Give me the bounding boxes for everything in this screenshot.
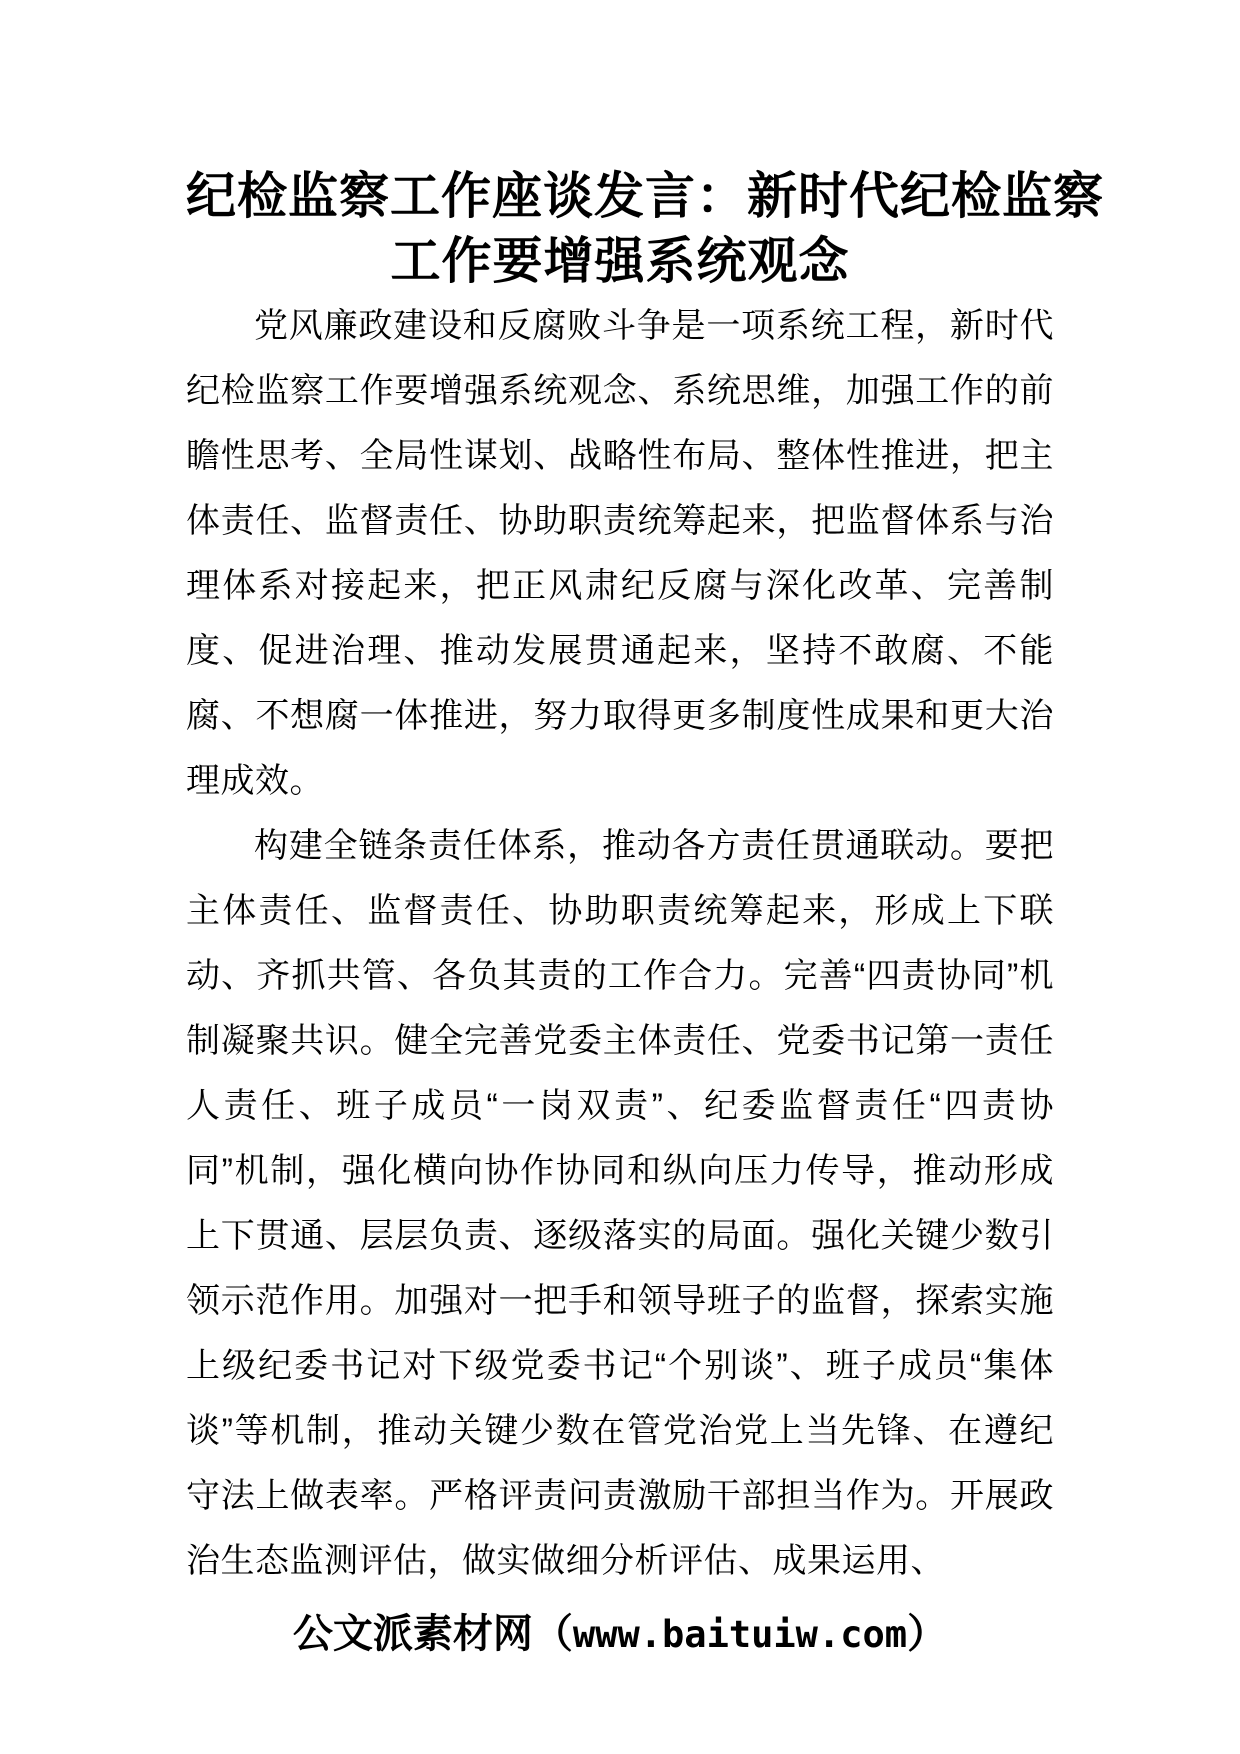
footer-site-url: www.baituiw.com [572,1613,908,1656]
footer-open-paren: （ [532,1611,573,1656]
footer-site-name: 公文派素材网 [292,1611,533,1656]
body-paragraph-2: 构建全链条责任体系，推动各方责任贯通联动。要把主体责任、监督责任、协助职责统筹起来，形成上下联动、齐抓共管、各负其责的工作合力。完善“四责协同”机制凝聚共识。健全完善党委主体责任、党委书记第一责任人责任、班子成员“一岗双责”、纪委监督责任“四责协同”机制，强化横向协作协同和纵向压力传导，推动形成上下贯通、层层负责、逐级落实的局面。强化关键少数引领示范作用。加强对一把手和领导班子的监督，探索实施上级纪委书记对下级党委书记“个别谈”、班子成员“集体谈”等机制，推动关键少数在管党治党上当先锋、在遵纪守法上做表率。严格评责问责激励干部担当作为。开展政治生态监测评估，做实做细分析评估、成果运用、 [186,827,1054,1580]
title-line-2: 工作要增强系统观念 [390,233,850,289]
document-title [186,164,1104,294]
title-line-1: 纪检监察工作座谈发言：新时代纪检监察 [186,168,1104,224]
page-footer [186,1601,1054,1667]
footer-close-paren: ） [907,1611,948,1656]
body-paragraph-1: 党风廉政建设和反腐败斗争是一项系统工程，新时代纪检监察工作要增强系统观念、系统思维，加强工作的前瞻性思考、全局性谋划、战略性布局、整体性推进，把主体责任、监督责任、协助职责统筹起来，把监督体系与治理体系对接起来，把正风肃纪反腐与深化改革、完善制度、促进治理、推动发展贯通起来，坚持不敢腐、不能腐、不想腐一体推进，努力取得更多制度性成果和更大治理成效。 [186,307,1054,800]
